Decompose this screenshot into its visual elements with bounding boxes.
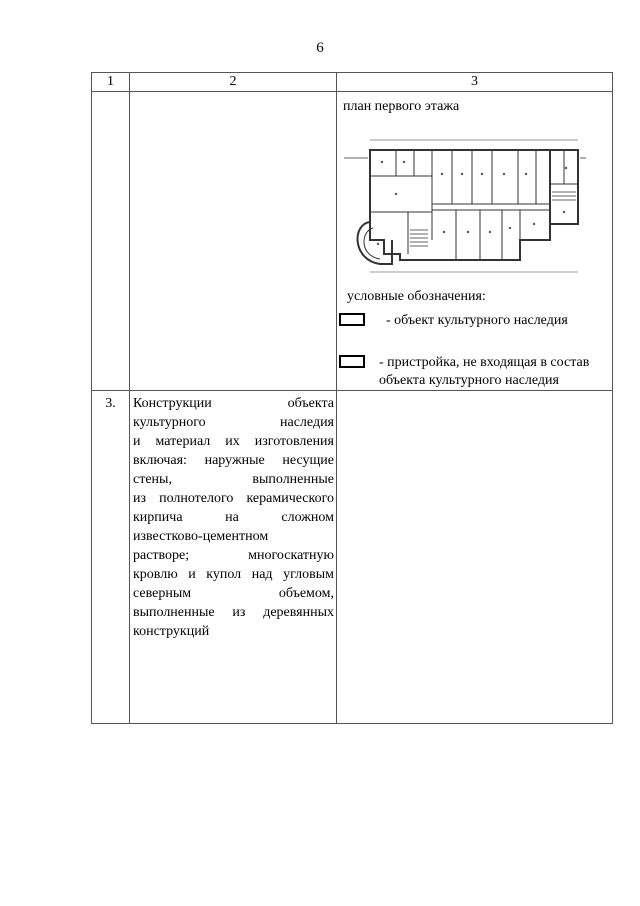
table-row-plan	[92, 92, 613, 391]
description-line: известково-цементном	[133, 529, 269, 544]
page-number: 6	[316, 40, 324, 56]
empty-cell-num	[92, 92, 130, 391]
legend-item-annex	[337, 354, 612, 390]
description-line: выполненные из деревянных	[133, 605, 334, 620]
description-line: стены, выполненные	[133, 472, 334, 487]
header-col-2: 2	[130, 73, 337, 92]
floor-plan-drawing	[340, 132, 586, 278]
row-number: 3.	[92, 391, 130, 724]
table-header-row	[92, 73, 613, 92]
legend-box-annex	[339, 355, 365, 368]
description-line: включая: наружные несущие	[133, 453, 334, 468]
row-description	[130, 391, 337, 724]
description-line: растворе; многоскатную	[133, 548, 334, 563]
legend-label-heritage: - объект культурного наследия	[386, 313, 568, 328]
description-line: конструкций	[133, 624, 210, 639]
plan-cell	[337, 92, 613, 391]
description-line: Конструкции объекта	[133, 396, 334, 411]
description-line: кирпича на сложном	[133, 510, 334, 525]
legend-item-heritage	[337, 312, 612, 330]
empty-cell-right	[337, 391, 613, 724]
description-line: культурного наследия	[133, 415, 334, 430]
description-line: кровлю и купол над угловым	[133, 567, 334, 582]
legend-label-annex-line1: - пристройка, не входящая в состав	[379, 355, 590, 370]
description-line: и материал их изготовления	[133, 434, 334, 449]
header-col-1: 1	[92, 73, 130, 92]
table-row-3	[92, 391, 613, 724]
legend-box-heritage	[339, 313, 365, 326]
legend-title: условные обозначения:	[347, 289, 486, 304]
legend-label-annex-line2: объекта культурного наследия	[379, 373, 559, 388]
description-line: из полнотелого керамического	[133, 491, 334, 506]
description-line: северным объемом,	[133, 586, 334, 601]
plan-title: план первого этажа	[343, 99, 460, 114]
empty-cell-desc	[130, 92, 337, 391]
heritage-table	[91, 72, 613, 724]
header-col-3: 3	[337, 73, 613, 92]
